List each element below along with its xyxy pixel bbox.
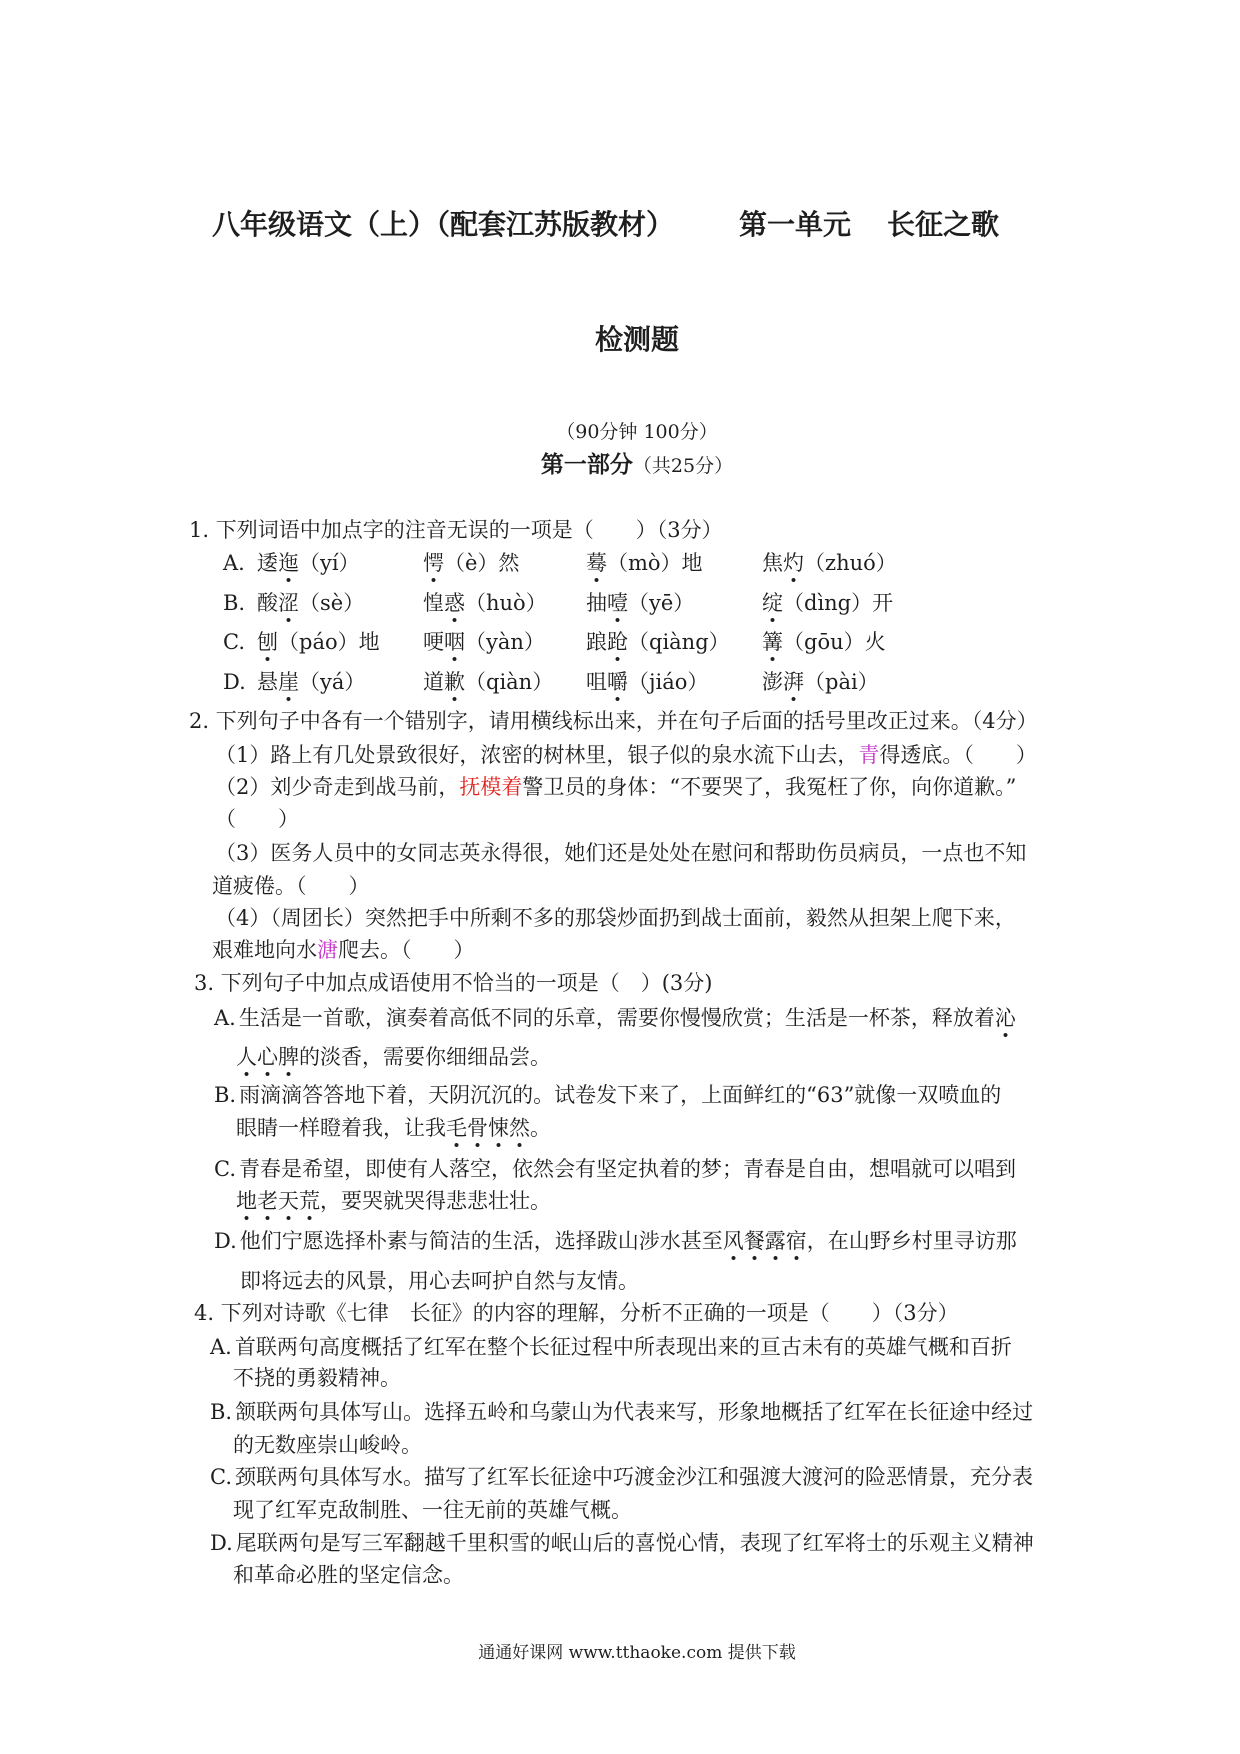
q4-option-a [210,1335,1012,1359]
dotted-char: 绽 [762,591,783,623]
time-score: （90分钟 100分） [556,421,718,443]
option-text: 雨滴滴答答地下着，天阴沉沉的。试卷发下来了，上面鲜红的“63”就像一双喷血的 [239,1083,1002,1107]
q2-sentence-3: （3）医务人员中的女同志英永得很，她们还是处处在慰问和帮助伤员病员，一点也不知 [215,841,1027,865]
pinyin-text: （yē） [628,591,695,615]
q1-option-d-item [586,670,708,694]
word-text: 澎 [762,670,783,694]
q4-option-c [210,1465,1033,1489]
q4-stem: 4. 下列对诗歌《七律 长征》的内容的理解，分析不正确的一项是（ ）（3分） [194,1301,959,1325]
dotted-idiom: 人心脾 [236,1045,299,1077]
pinyin-text: （yàn） [465,630,545,654]
doc-title-theme: 长征之歌 [887,208,1000,241]
part-heading [437,452,837,479]
q3-option-d-continued: 即将远去的风景，用心去呵护自然与友情。 [240,1269,639,1293]
pinyin-text: （pài） [804,670,879,694]
page-footer: 通通好课网 www.tthaoke.com 提供下载 [478,1643,796,1663]
q1-option-a-item [423,551,519,575]
option-text: 颔联两句具体写山。选择五岭和乌蒙山为代表来写，形象地概括了红军在长征途中经过 [235,1400,1034,1424]
q3-option-c-continued [236,1189,551,1213]
doc-title-grade: 八年级语文（上）（配套江苏版教材） [212,208,675,241]
q3-option-b [214,1083,1001,1107]
q3-option-c [214,1157,1016,1181]
highlighted-word: 抚模着 [459,775,523,799]
pinyin-text: （yí） [299,551,360,575]
q1-option-b-item [762,591,893,615]
pinyin-text: （qiàng） [628,630,730,654]
option-text: 颈联两句具体写水。描写了红军长征途中巧渡金沙江和强渡大渡河的险恶情景，充分表 [235,1465,1033,1489]
sentence-text: （2）刘少奇走到战马前， [215,775,460,799]
pinyin-text: （mò）地 [607,551,703,575]
word-text: 道 [423,670,444,694]
q1-option-c-item [586,630,730,654]
pinyin-text: （qiàn） [465,670,554,694]
doc-title-unit: 第一单元 [739,208,852,241]
q3-option-b-continued [236,1116,551,1140]
option-label: B. [214,1083,237,1107]
dotted-char: 湃 [783,670,804,702]
q2-sentence-4-continued [212,938,475,962]
sentence-text: 爬去。（ ） [338,938,475,962]
q1-option-c-item [257,630,380,654]
dotted-char: 刨 [257,630,278,662]
q1-option-label: A. [223,551,245,575]
dotted-idiom: 毛骨悚然 [446,1116,530,1148]
word-text: 酸 [257,591,278,615]
sentence-text: 警卫员的身体：“不要哭了，我冤枉了你，向你道歉。” [522,775,1017,799]
dotted-char: 迤 [278,551,299,583]
dotted-char: 咽 [444,630,465,662]
option-label: A. [214,1006,236,1030]
pinyin-text: （páo）地 [278,630,380,654]
doc-subtitle: 检测题 [594,323,679,356]
dotted-char: 篝 [762,630,783,662]
pinyin-text: （gōu）火 [783,630,886,654]
q2-stem: 2. 下列句子中各有一个错别字，请用横线标出来，并在句子后面的括号里改正过来。（4分） [189,709,1038,733]
q2-sentence-1 [215,743,1037,767]
option-text: 他们宁愿选择朴素与简洁的生活，选择跋山涉水甚至 [239,1229,723,1253]
word-text: 焦 [762,551,783,575]
dotted-char: 噎 [607,591,628,623]
option-label: D. [214,1229,237,1253]
dotted-idiom: 地老天荒 [236,1189,320,1221]
q3-stem: 3. 下列句子中加点成语使用不恰当的一项是（ ）(3分) [194,971,713,995]
option-text: 的淡香，需要你细细品尝。 [299,1045,551,1069]
sentence-text: 得透底。（ ） [879,743,1037,767]
q3-option-a [214,1006,1016,1030]
sentence-text: 艰难地向水 [212,938,317,962]
q4-option-d-continued: 和革命必胜的坚定信念。 [233,1563,464,1587]
word-text: 悬 [257,670,278,694]
pinyin-text: （jiáo） [628,670,709,694]
part-name: 第一部分 [540,451,633,478]
q2-sentence-3-continued: 道疲倦。（ ） [212,874,370,898]
option-label: A. [210,1335,232,1359]
q1-option-c-item [762,630,886,654]
dotted-char: 嚼 [607,670,628,702]
q1-option-a-item [257,551,360,575]
q1-option-b-item [257,591,364,615]
dotted-char: 涩 [278,591,299,623]
q1-option-b-item [423,591,547,615]
pinyin-text: （dìng）开 [783,591,894,615]
dotted-idiom: 沁 [995,1006,1016,1038]
q1-option-a-item [762,551,897,575]
option-text: 首联两句高度概括了红军在整个长征过程中所表现出来的亘古未有的英雄气概和百折 [234,1335,1012,1359]
highlighted-char: 溏 [317,938,338,962]
option-text: ，在山野乡村里寻访那 [806,1229,1017,1253]
dotted-char: 愕 [423,551,444,583]
q1-option-d-item [257,670,365,694]
option-text: 眼睛一样瞪着我，让我 [236,1116,446,1140]
q1-option-b-item [586,591,694,615]
pinyin-text: （sè） [299,591,365,615]
q2-sentence-2 [215,775,1016,799]
option-text: 生活是一首歌，演奏着高低不同的乐章，需要你慢慢欣赏；生活是一杯茶，释放着 [238,1006,995,1030]
q4-option-b-continued: 的无数座崇山峻岭。 [233,1433,422,1457]
q4-option-c-continued: 现了红军克敌制胜、一往无前的英雄气概。 [233,1498,632,1522]
option-label: B. [210,1400,233,1424]
q1-option-label: D. [223,670,246,694]
option-text: 青春是希望，即使有人落空，依然会有坚定执着的梦；青春是自由，想唱就可以唱到 [239,1157,1016,1181]
q3-option-d [214,1229,1017,1253]
word-text: 踉 [586,630,607,654]
word-text: 咀 [586,670,607,694]
dotted-char: 蓦 [586,551,607,583]
dotted-idiom: 风餐露宿 [723,1229,807,1261]
q4-option-d [210,1531,1034,1555]
option-label: D. [210,1531,233,1555]
pinyin-text: （è）然 [444,551,520,575]
q4-option-b [210,1400,1033,1424]
option-label: C. [214,1157,236,1181]
q1-stem: 1. 下列词语中加点字的注音无误的一项是（ ）（3分） [189,518,723,542]
q1-option-d-item [762,670,879,694]
q1-option-label: B. [223,591,246,615]
sentence-text: （1）路上有几处景致很好，浓密的树林里，银子似的泉水流下山去， [215,743,859,767]
dotted-char: 惑 [444,591,465,623]
option-text: ，要哭就哭得悲悲壮壮。 [320,1189,551,1213]
word-text: 哽 [423,630,444,654]
option-label: C. [210,1465,232,1489]
q1-option-c-item [423,630,545,654]
q1-option-a-item [586,551,703,575]
q4-option-a-continued: 不挠的勇毅精神。 [233,1366,401,1390]
pinyin-text: （zhuó） [804,551,897,575]
q1-option-d-item [423,670,553,694]
dotted-char: 灼 [783,551,804,583]
dotted-char: 跄 [607,630,628,662]
word-text: 抽 [586,591,607,615]
word-text: 惶 [423,591,444,615]
option-text: 。 [530,1116,551,1140]
word-text: 逶 [257,551,278,575]
q1-option-label: C. [223,630,245,654]
pinyin-text: （yá） [299,670,366,694]
option-text: 尾联两句是写三军翻越千里积雪的岷山后的喜悦心情，表现了红军将士的乐观主义精神 [235,1531,1034,1555]
q2-sentence-2-answer-blank: （ ） [215,807,299,831]
dotted-char: 崖 [278,670,299,702]
highlighted-char: 青 [858,743,880,767]
part-score: （共25分） [632,455,734,477]
q2-sentence-4: （4）（周团长）突然把手中所剩不多的那袋炒面扔到战士面前，毅然从担架上爬下来， [215,906,1016,930]
q3-option-a-continued [236,1045,551,1069]
dotted-char: 歉 [444,670,465,702]
pinyin-text: （huò） [465,591,547,615]
